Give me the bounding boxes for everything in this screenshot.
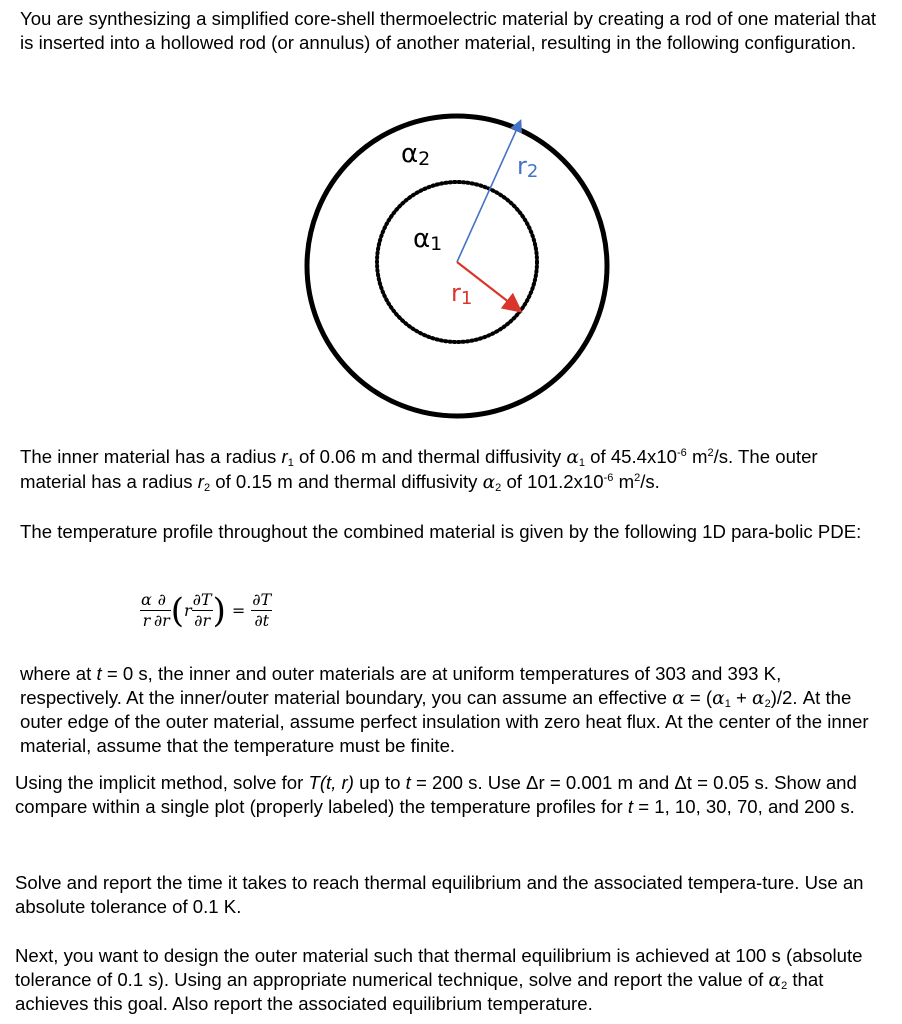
- task3-paragraph: Next, you want to design the outer material such that thermal equilibrium is achieved at 100 s (absolute tolerance of 0.1 s). Using an appropriate numerical technique, solve and report the value of $\alpha_2$ that achieves this goal. Also report the associated equilibrium temperature.: [15, 945, 863, 1014]
- core-shell-diagram: [301, 110, 611, 430]
- pde-equation: $\frac{\alpha}{r}$ $\frac{\partial}{\partial r}$ (r $\frac{\partial T}{\partial r}$ ) = $\frac{\partial T}{\partial t}$: [141, 590, 272, 631]
- dT-over-dr: $\frac{\partial T}{\partial r}$: [192, 590, 212, 630]
- outer-boundary-circle: [307, 116, 607, 416]
- dT-over-dt: $\frac{\partial T}{\partial t}$: [252, 590, 272, 630]
- d-over-dr: $\frac{\partial}{\partial r}$: [153, 590, 170, 630]
- task2-paragraph: Solve and report the time it takes to reach thermal equilibrium and the associated tempera-ture. Use an absolute tolerance of 0.1 K.: [15, 872, 864, 917]
- intro-paragraph: You are synthesizing a simplified core-shell thermoelectric material by creating a rod of one material that is inserted into a hollowed rod (or annulus) of another material, resulting in the following configuration.: [20, 8, 877, 53]
- task1-paragraph: Using the implicit method, solve for T(t, r) up to t = 200 s. Use Δr = 0.001 m and Δt = 0.05 s. Show and compare within a single plot (properly labeled) the temperature profiles for t = 1, 10, 30, 70, and 200 s.: [15, 772, 857, 817]
- label-alpha2: α2: [401, 139, 431, 170]
- label-r1: r1: [451, 279, 473, 309]
- alpha-over-r: $\frac{\alpha}{r}$: [141, 590, 152, 630]
- label-alpha1: α1: [413, 224, 443, 255]
- label-r2: r2: [517, 152, 539, 182]
- properties-paragraph: The inner material has a radius $r_1$ of 0.06 m and thermal diffusivity $\alpha_1$ of $45.4x10^{-6}$ $m^2/s$. The outer material has a radius $r_2$ of 0.15 m and thermal diffusivity $\alpha_2$ of $101.2x10^{-6}$ $m^2/s$.: [20, 446, 818, 494]
- pde-intro-paragraph: The temperature profile throughout the combined material is given by the following 1D para-bolic PDE:: [20, 521, 862, 542]
- conditions-paragraph: where at t = 0 s, the inner and outer materials are at uniform temperatures of 303 and 393 K, respectively. At the inner/outer material boundary, you can assume an effective $\alpha = (\alpha_1 + \alpha_2)/2$. At the outer edge of the outer material, assume perfect insulation with zero heat flux. At the center of the inner material, assume that the temperature must be finite.: [20, 663, 869, 756]
- r2-arrow: [457, 122, 520, 262]
